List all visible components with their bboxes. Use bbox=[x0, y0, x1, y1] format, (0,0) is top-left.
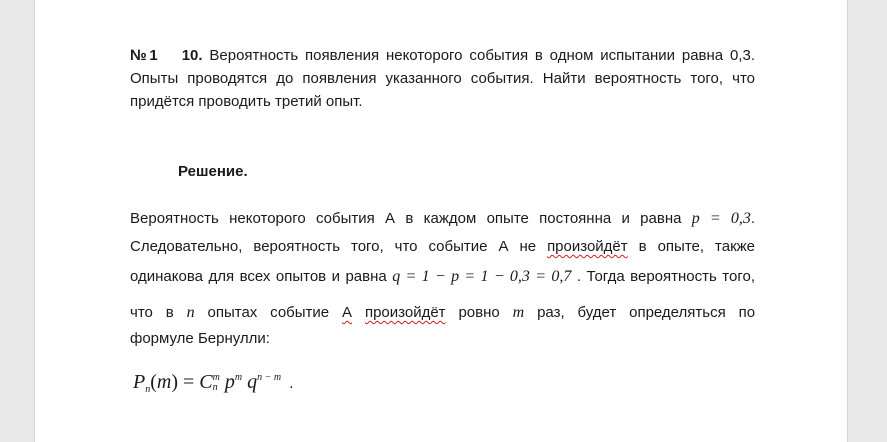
solution-text: одинакова для всех опытов и равна bbox=[130, 268, 387, 285]
task-number: 10. bbox=[181, 47, 203, 64]
solution-text: . Тогда вероятность того, bbox=[576, 268, 755, 285]
problem-number: №1 bbox=[130, 47, 158, 64]
math-n: n bbox=[186, 304, 195, 321]
solution-heading: Решение. bbox=[178, 163, 248, 180]
solution-text: ровно bbox=[458, 304, 500, 321]
spellcheck-word: произойдёт bbox=[547, 238, 628, 255]
solution-line-1: Вероятность некоторого события А в каждом опыте постоянна и равна p = 0,3. bbox=[130, 210, 755, 227]
solution-line-4 bbox=[130, 302, 755, 323]
solution-text: Вероятность некоторого события А в каждом опыте постоянна и равна bbox=[130, 210, 682, 227]
problem-statement bbox=[130, 44, 755, 113]
solution-text: что в bbox=[130, 304, 174, 321]
bernoulli-formula: $P_n(m) = C$ m n $p^m$ $q^{n - m}$ . bbox=[133, 371, 294, 395]
solution-text: Следовательно, вероятность того, что событие А не bbox=[130, 238, 537, 255]
solution-line-3 bbox=[130, 266, 755, 287]
solution-text: опытах событие bbox=[207, 304, 330, 321]
spellcheck-word: произойдёт bbox=[364, 304, 446, 321]
math-m: m bbox=[512, 304, 525, 321]
math-p-value: p = 0,3 bbox=[691, 210, 751, 227]
solution-line-5 bbox=[130, 328, 755, 349]
solution-text: формуле Бернулли: bbox=[130, 330, 270, 347]
solution-line-2 bbox=[130, 236, 755, 257]
solution-text: раз, будет определяться по bbox=[537, 304, 756, 321]
problem-text: Вероятность появления некоторого события в одном испытании равна 0,3. Опыты проводятся до появления указанного события. Найти вероятность того, что придётся проводить третий опыт. bbox=[130, 47, 755, 110]
spellcheck-word: А bbox=[342, 304, 353, 321]
solution-text: в опыте, также bbox=[638, 238, 756, 255]
math-q-value: q = 1 − p = 1 − 0,3 = 0,7 bbox=[392, 268, 572, 285]
